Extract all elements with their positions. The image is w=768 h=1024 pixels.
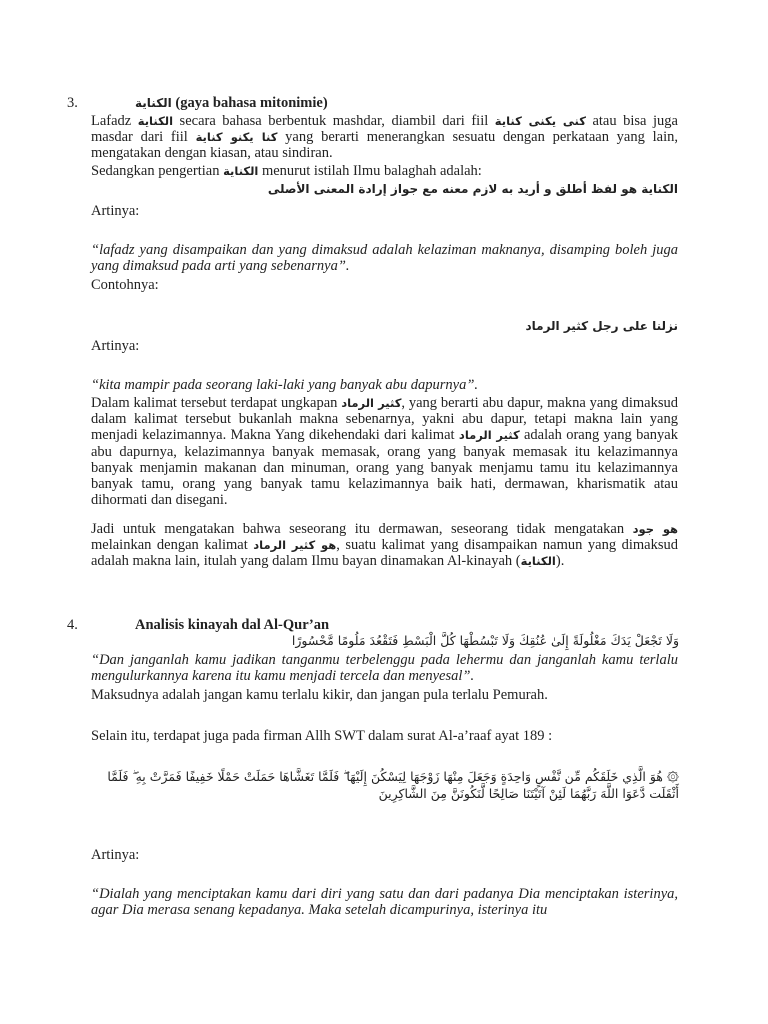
arabic-term: كثير الرماد (341, 396, 402, 410)
text-run: melainkan dengan kalimat (91, 537, 254, 554)
arabic-term: الكناية (520, 554, 556, 569)
paragraph-maksud: Maksudnya adalah jangan kamu terlalu kikir, dan jangan pula terlalu Pemurah. (91, 687, 548, 703)
arabic-term: كنى يكنى كناية (494, 114, 586, 128)
paragraph-explanation (91, 395, 678, 508)
arabic-term: هو كثير الرماد (253, 538, 337, 553)
section-3-heading (135, 95, 328, 111)
artinya-label: Artinya: (91, 847, 140, 863)
contohnya-label: Contohnya: (91, 277, 159, 293)
artinya-label: Artinya: (91, 203, 140, 219)
text-run: atau bisa juga masdar dari fiil (91, 113, 678, 146)
arabic-term: كثير الرماد (458, 428, 520, 443)
quote-text: “Dialah yang menciptakan kamu dari diri yang satu dan dari padanya Dia menciptakan isterinya, agar Dia merasa senang kepadanya. Maka setelah dicampurinya, isterinya itu (91, 886, 678, 919)
quote-text: “Dan janganlah kamu jadikan tanganmu terbelenggu pada lehermu dan janganlah kamu terlalu mengulurkannya karena itu kamu menjadi tercela dan menyesal”. (91, 652, 678, 685)
quran-verse-2: ۞ هُوَ الَّذِي خَلَقَكُم مِّن نَّفْسٍ وَاحِدَةٍ وَجَعَلَ مِنْهَا زَوْجَهَا لِيَسْكُنَ إِلَيْهَا ۖ فَلَمَّا تَغَشَّاهَا حَمَلَتْ حَمْلًا خَفِيفًا فَمَرَّتْ بِهِ ۖ فَلَمَّا أَثْقَلَت دَّعَوَا اللَّهَ رَبَّهُمَا لَئِنْ آتَيْتَنَا صَالِحًا لَّنَكُونَنَّ مِنَ الشَّاكِرِينَ (107, 769, 679, 801)
verse-1-translation (91, 652, 678, 684)
translation-quote (91, 377, 678, 393)
quote-text: “lafadz yang disampaikan dan yang dimaksud adalah kelaziman maknanya, disamping boleh juga yang dimaksud pada arti yang sebenarnya”. (91, 242, 678, 275)
arabic-term: هو جود (632, 522, 678, 536)
paragraph-definition-bahasa (91, 113, 678, 162)
heading-arabic-term: الكناية (135, 96, 172, 110)
quran-verse-1: وَلَا تَجْعَلْ يَدَكَ مَغْلُولَةً إِلَىٰ عُنُقِكَ وَلَا تَبْسُطْهَا كُلَّ الْبَسْطِ فَتَقْعُدَ مَلُومًا مَّحْسُورًا (291, 633, 679, 648)
paragraph-selain: Selain itu, terdapat juga pada firman Allh SWT dalam surat Al-a’raaf ayat 189 : (91, 728, 553, 744)
text-run: secara bahasa berbentuk mashdar, diambil dari fiil (173, 113, 495, 129)
text-run: menurut istilah Ilmu balaghah adalah: (258, 163, 482, 179)
arabic-term: كنا يكنو كناية (195, 130, 278, 145)
paragraph-conclusion (91, 521, 678, 570)
text-run: Dalam kalimat tersebut terdapat ungkapan (91, 395, 342, 411)
text-run: Sedangkan pengertian (91, 163, 224, 179)
arabic-term: الكناية (137, 114, 174, 128)
text-run: yang berarti menerangkan sesuatu dengan perkataan yang lain, mengatakan dengan kiasan, atau sindiran. (91, 129, 678, 162)
section-4-number: 4. (67, 617, 78, 633)
verse-2-translation (91, 886, 678, 918)
translation-quote (91, 242, 678, 274)
artinya-label: Artinya: (91, 338, 140, 354)
quote-text: “kita mampir pada seorang laki-laki yang banyak abu dapurnya”. (91, 377, 479, 393)
text-run: Jadi untuk mengatakan bahwa seseorang itu dermawan, seseorang tidak mengatakan (91, 521, 633, 537)
arabic-definition: الكناية هو لفظ أطلق و أريد به لازم معنه مع جواز إرادة المعنى الأصلى (267, 182, 678, 196)
arabic-example: نزلنا على رجل كثير الرماد (525, 319, 678, 333)
text-run: , suatu kalimat yang disampaikan namun yang dimaksud adalah makna lain, itulah yang dalam Ilmu bayan dinamakan Al-kinayah ( (91, 537, 678, 570)
heading-latin: (gaya bahasa mitonimie) (171, 95, 328, 111)
section-4-heading: Analisis kinayah dal Al-Qur’an (135, 617, 330, 633)
text-run: adalah orang yang banyak abu dapurnya, kelazimannya banyak memasak, orang yang banyak memasak itu kelazimannya banyak menjamin makanan dan minuman, orang yang banyak menjamu tamu itu kelazimannya banyak tamu, orang yang banyak tamu kelazimannya baik hati, dermawan, kharismatik atau dihormati dan disegani. (91, 427, 678, 509)
arabic-term: الكناية (223, 164, 259, 178)
paragraph-definition-istilah (91, 163, 678, 179)
text-run: , yang berarti abu dapur, makna yang dimaksud dalam kalimat tersebut bukanlah makna sebenarnya, yakni abu dapur, tetapi makna lain yang menjadi kelazimannya. Makna Yang dikehendaki dari kalimat (91, 395, 678, 444)
section-3-number: 3. (67, 95, 78, 111)
text-run: ). (555, 553, 565, 570)
text-run: Lafadz (91, 113, 138, 129)
